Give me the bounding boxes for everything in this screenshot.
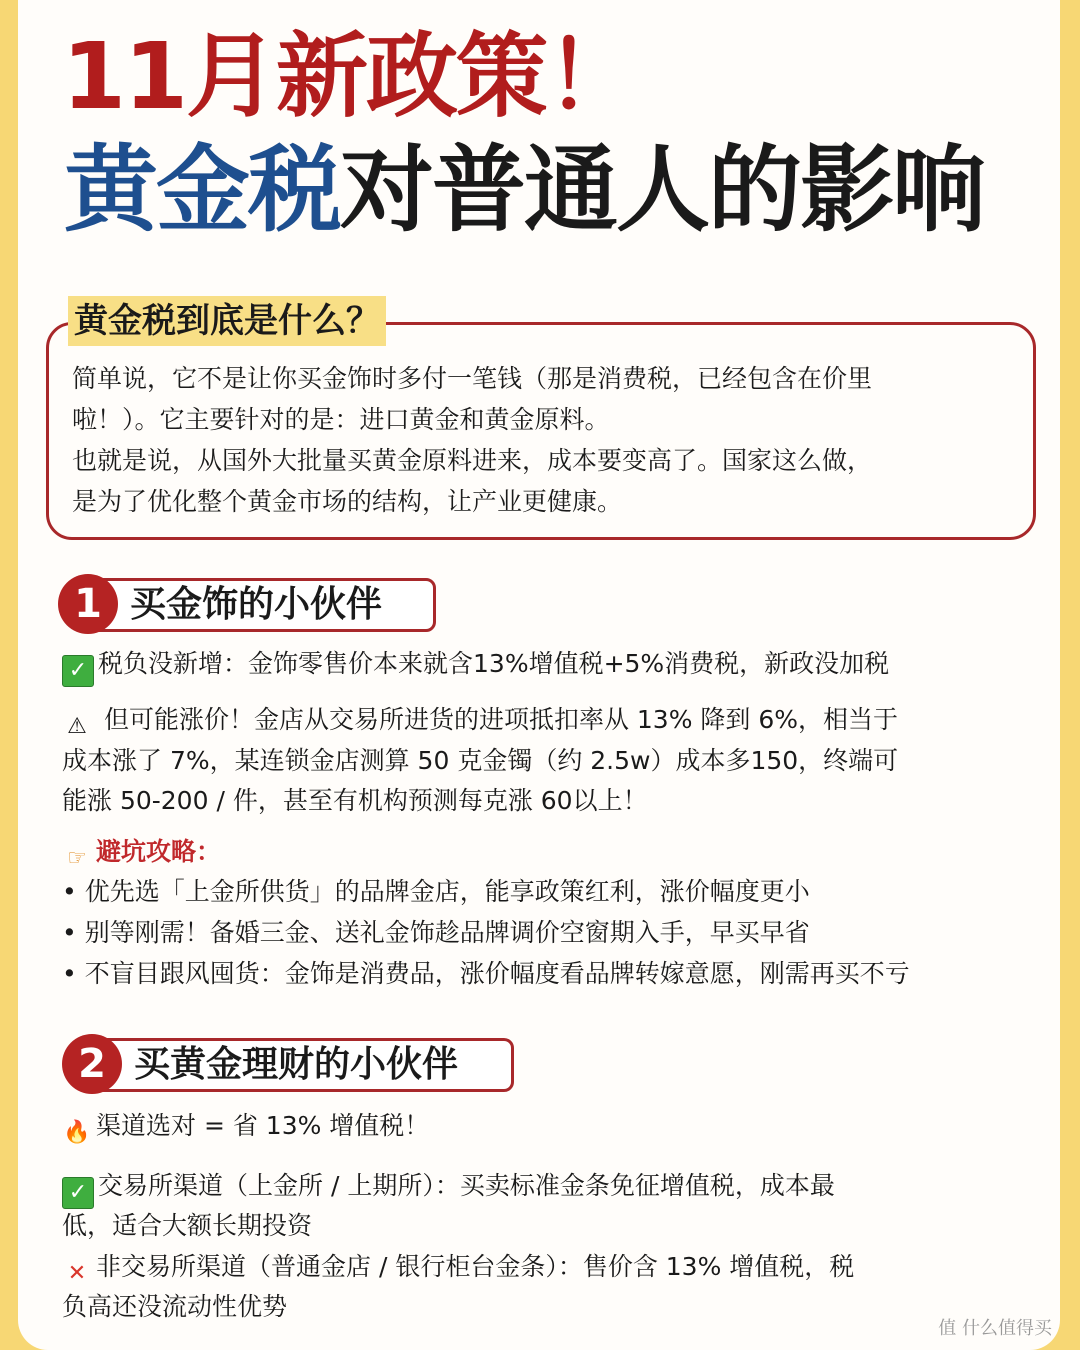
section1-number: 1 <box>58 574 118 634</box>
cross-icon: ✕ <box>67 1261 87 1286</box>
section2-headline: 🔥 渠道选对 = 省 13% 增值税！ <box>62 1106 429 1148</box>
tip-item: • 优先选「上金所供货」的品牌金店，能享政策红利，涨价幅度更小 <box>62 877 810 906</box>
fire-icon: 🔥 <box>63 1120 91 1145</box>
section1-point: ✓ 税负没新增：金饰零售价本来就含13%增值税+5%消费税，新政没加税 <box>62 644 889 687</box>
bad-channel: ✕ 非交易所渠道（普通金店 / 银行柜台金条）：售价含 13% 增值税，税 <box>62 1247 854 1289</box>
intro-line: 也就是说，从国外大批量买黄金原料进来，成本要变高了。国家这么做， <box>72 446 873 475</box>
check-icon: ✓ <box>62 655 94 687</box>
section1-title: 买金饰的小伙伴 <box>130 584 383 625</box>
tips-label: ☞ 避坑攻略： <box>62 832 221 874</box>
section1-warning: ⚠ 但可能涨价！金店从交易所进货的进项抵扣率从 13% 降到 6%，相当于 <box>62 700 898 742</box>
intro-heading: 黄金税到底是什么？ <box>68 296 386 346</box>
title-highlight: 黄金税 <box>64 136 341 245</box>
title-line-2 <box>64 136 984 246</box>
watermark: 值 什么值得买 <box>938 1318 1052 1339</box>
intro-line: 简单说，它不是让你买金饰时多付一笔钱（那是消费税，已经包含在价里 <box>72 364 873 393</box>
check-icon: ✓ <box>62 1177 94 1209</box>
intro-line: 是为了优化整个黄金市场的结构，让产业更健康。 <box>72 487 623 516</box>
tip-item: • 不盲目跟风囤货：金饰是消费品，涨价幅度看品牌转嫁意愿，刚需再买不亏 <box>62 959 910 988</box>
bad-channel-line: 负高还没流动性优势 <box>62 1292 288 1321</box>
section1-warning-line: 能涨 50-200 / 件，甚至有机构预测每克涨 60以上！ <box>62 786 648 815</box>
pointing-hand-icon: ☞ <box>67 846 87 871</box>
intro-text <box>72 358 872 522</box>
tip-item: • 别等刚需！备婚三金、送礼金饰趁品牌调价空窗期入手，早买早省 <box>62 918 810 947</box>
intro-line: 啦！）。它主要针对的是：进口黄金和黄金原料。 <box>72 405 610 434</box>
good-channel: ✓ 交易所渠道（上金所 / 上期所）：买卖标准金条免征增值税，成本最 <box>62 1166 835 1209</box>
title-line-1: 11月新政策！ <box>62 23 637 130</box>
good-channel-line: 低，适合大额长期投资 <box>62 1211 313 1240</box>
warning-icon: ⚠ <box>67 714 87 739</box>
section2-title: 买黄金理财的小伙伴 <box>134 1044 459 1085</box>
section2-number: 2 <box>62 1034 122 1094</box>
title-rest: 对普通人的影响 <box>340 136 985 245</box>
section1-warning-line: 成本涨了 7%，某连锁金店测算 50 克金镯（约 2.5w）成本多150，终端可 <box>62 746 899 775</box>
